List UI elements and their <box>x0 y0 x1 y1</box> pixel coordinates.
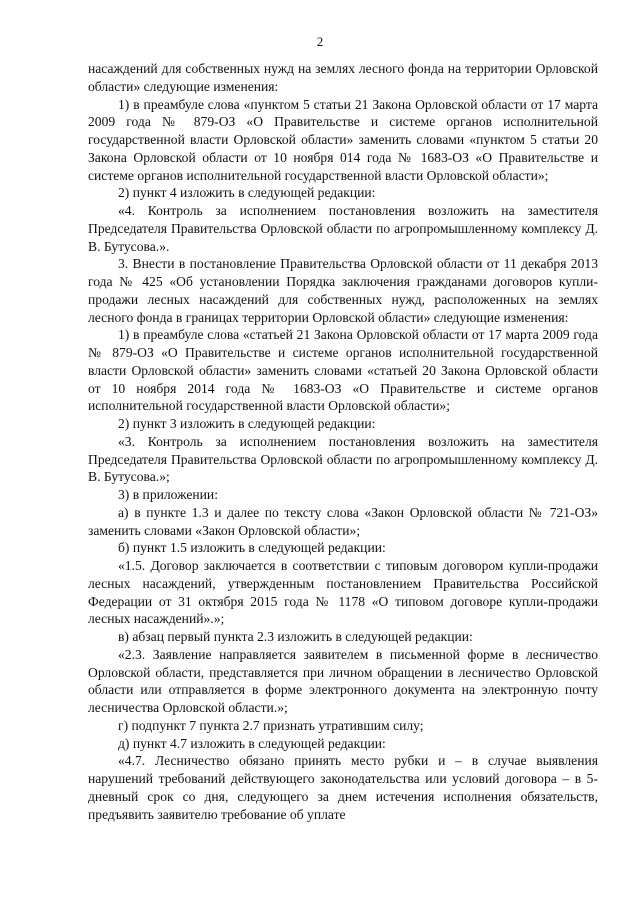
page-number: 2 <box>316 34 324 49</box>
paragraph: 2) пункт 3 изложить в следующей редакции: <box>118 416 376 431</box>
paragraph: 3. Внести в постановление Правительства Орловской области от 11 декабря 2013 года № 425 «Об установлении Порядка заключения гражданами договоров купли-продажи лесных насаждений для собственных нужд, расположенных на землях лесного фонда в границах территории Орловской области» следующие изменения: <box>88 256 598 325</box>
paragraph: 3) в приложении: <box>118 487 218 502</box>
paragraph: в) абзац первый пункта 2.3 изложить в следующей редакции: <box>118 629 473 644</box>
paragraph: б) пункт 1.5 изложить в следующей редакции: <box>118 540 386 556</box>
paragraph: насаждений для собственных нужд на землях лесного фонда на территории Орловской области» следующие изменения: <box>88 61 598 94</box>
paragraph: г) подпункт 7 пункта 2.7 признать утратившим силу; <box>118 717 424 733</box>
paragraph: «3. Контроль за исполнением постановления возложить на заместителя Председателя Правительства Орловской области по агропромышленному комплексу Д. В. Бутусова.»; <box>88 433 598 485</box>
paragraph: д) пункт 4.7 изложить в следующей редакции: <box>118 735 386 751</box>
paragraph: 1) в преамбуле слова «пунктом 5 статьи 21 Закона Орловской области от 17 марта 2009 года № 879-ОЗ «О Правительстве и системе органов исполнительной государственной власти Орловской области» заменить словами «пунктом 5 статьи 20 Закона Орловской области от 10 ноября 014 года № 1683-ОЗ «О Правительстве и системе органов исполнительной государственной власти Орловской области»; <box>88 96 598 183</box>
paragraph: 1) в преамбуле слова «статьей 21 Закона Орловской области от 17 марта 2009 года № 879-ОЗ «О Правительстве и системе органов исполнительной государственной власти Орловской области» заменить словами «статьей 20 Закона Орловской области от 10 ноября 2014 года № 1683-ОЗ «О Правительстве и системе органов исполнительной государственной власти Орловской области»; <box>88 327 598 414</box>
paragraph: «1.5. Договор заключается в соответствии с типовым договором купли-продажи лесных насаждений, утвержденным постановлением Правительства Российской Федерации от 31 октября 2015 года № 1178 «О типовом договоре купли-продажи лесных насаждений».»; <box>88 558 598 627</box>
paragraph: «2.3. Заявление направляется заявителем в письменной форме в лесничество Орловской области, представляется при личном обращении в лесничество Орловской области или отправляется в форме электронного документа на электронную почту лесничества Орловской области.»; <box>88 646 598 715</box>
document-body <box>88 60 598 823</box>
paragraph: а) в пункте 1.3 и далее по тексту слова «Закон Орловской области № 721-ОЗ» заменить словами «Закон Орловской области»; <box>88 504 598 538</box>
paragraph: «4. Контроль за исполнением постановления возложить на заместителя Председателя Правительства Орловской области по агропромышленному комплексу Д. В. Бутусова.». <box>88 203 598 254</box>
paragraph: 2) пункт 4 изложить в следующей редакции: <box>118 185 376 201</box>
paragraph: «4.7. Лесничество обязано принять место рубки и – в случае выявления нарушений требований действующего законодательства или условий договора – в 5-дневный срок со дня, следующего за днем истечения исполнения обязательств, предъявить заявителю требование об уплате <box>88 753 598 822</box>
